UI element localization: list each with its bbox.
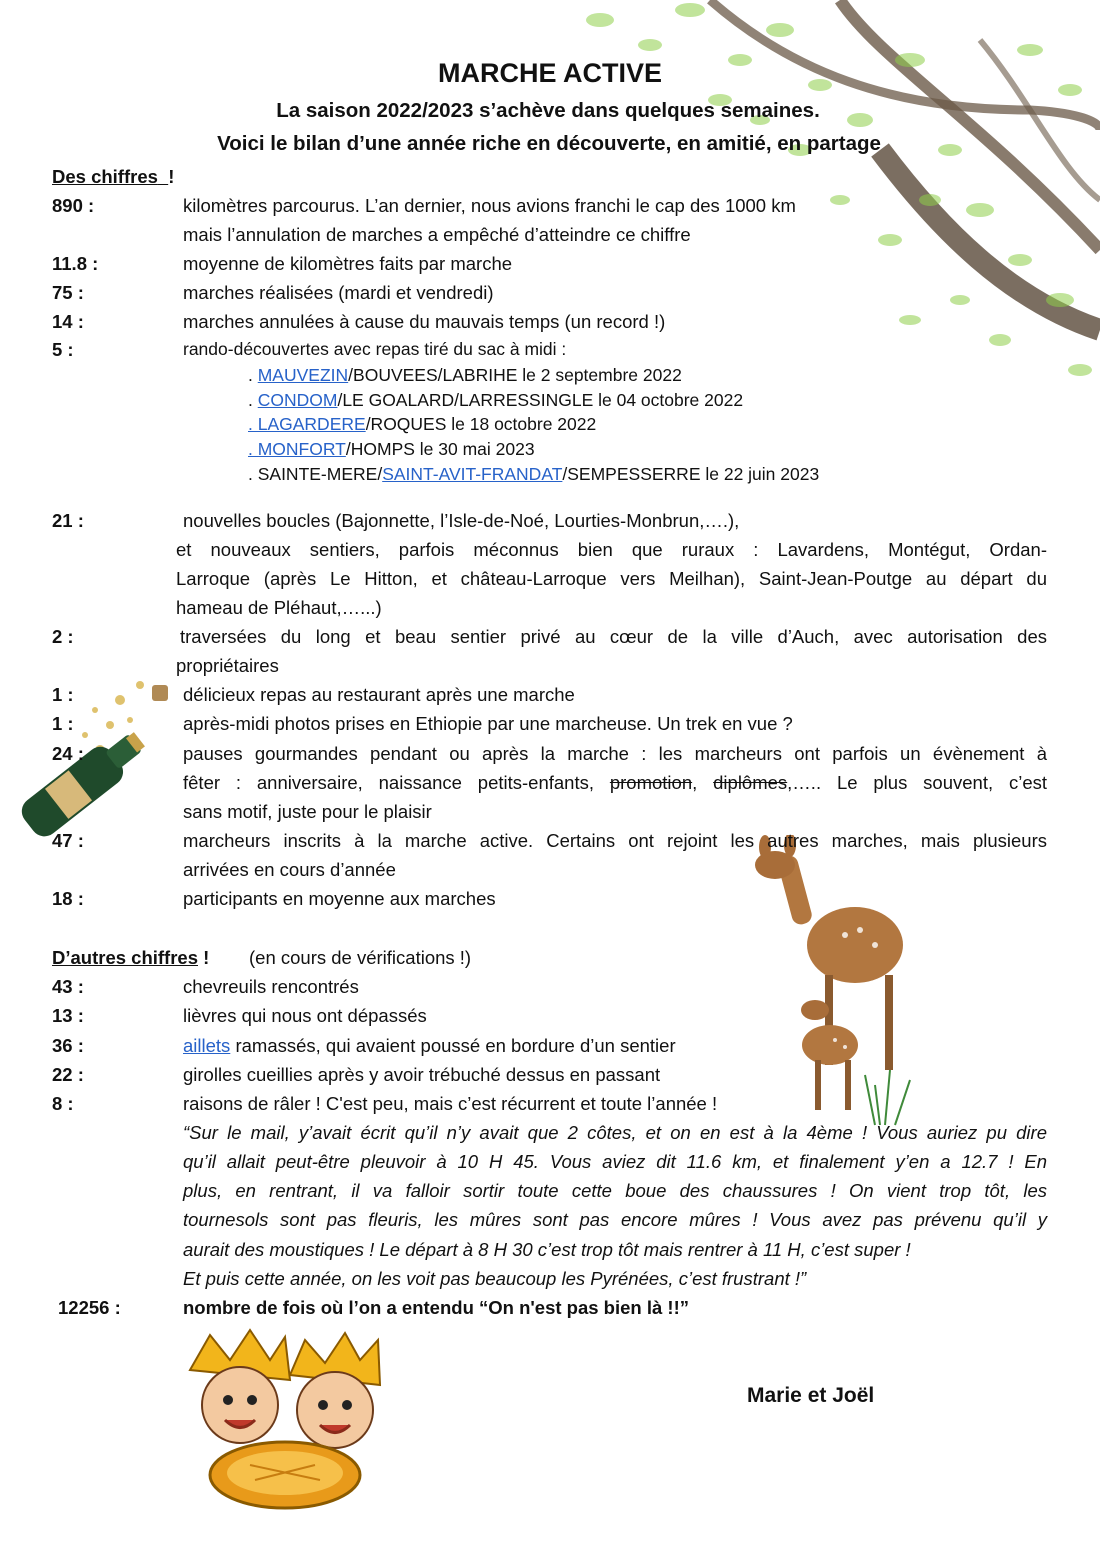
stat-text: rando-découvertes avec repas tiré du sac à midi :: [183, 339, 567, 359]
stat-text-justified: et nouveaux sentiers, parfois méconnus bien que ruraux : Lavardens, Montégut, Ordan-: [176, 539, 1047, 560]
stat-number: 22 :: [52, 1064, 84, 1085]
stat-number: 36 :: [52, 1035, 84, 1056]
quote-line: tournesols sont pas fleuris, les mûres sont pas encore mûres ! Vous avez pas prévenu qu’il y: [183, 1209, 1047, 1230]
stat-number: 21 :: [52, 510, 84, 531]
stat-text-justified: traversées du long et beau sentier privé au cœur de la ville d’Auch, avec autorisation des: [180, 626, 1047, 647]
stat-number: 14 :: [52, 311, 84, 332]
stat-row-1-restaurant: [0, 680, 1100, 709]
section-note: (en cours de vérifications !): [249, 947, 472, 968]
stat-text: nombre de fois où l’on a entendu “On n'est pas bien là !!”: [183, 1297, 689, 1318]
stat-number: 890 :: [52, 195, 95, 216]
stat-number: 18 :: [52, 888, 84, 909]
stat-text: lièvres qui nous ont dépassés: [183, 1005, 427, 1026]
stat-row-43: [0, 972, 1100, 1001]
strikethrough-text: promotion: [609, 772, 693, 793]
stat-row-22: [0, 1060, 1100, 1089]
stat-text: aillets ramassés, qui avaient poussé en bordure d’un sentier: [183, 1035, 676, 1056]
rando-item: . LAGARDERE/ROQUES le 18 octobre 2022: [248, 414, 597, 434]
stat-text: sans motif, juste pour le plaisir: [183, 801, 432, 822]
rando-link[interactable]: . LAGARDERE: [248, 414, 366, 434]
quote-line: Et puis cette année, on les voit pas beaucoup les Pyrénées, c’est frustrant !”: [183, 1268, 807, 1289]
section-heading-figures-mark: !: [168, 166, 175, 187]
section-heading-figures-label: Des chiffres: [52, 166, 158, 187]
stat-row-24-continued: [0, 797, 1100, 826]
stat-row-14: [0, 307, 1100, 336]
stat-row-8: [0, 1089, 1100, 1118]
stat-row-890: [0, 191, 1100, 220]
rando-link[interactable]: MAUVEZIN: [257, 365, 349, 385]
stat-row-75: [0, 278, 1100, 307]
stat-number: 12256 :: [58, 1297, 121, 1318]
stat-row-18: [0, 884, 1100, 913]
rando-item: . MONFORT/HOMPS le 30 mai 2023: [248, 439, 535, 459]
stat-text: délicieux repas au restaurant après une marche: [183, 684, 575, 705]
stat-number: 43 :: [52, 976, 84, 997]
quote-line: aurait des moustiques ! Le départ à 8 H 30 c’est trop tôt mais rentrer à 11 H, c’est super !: [183, 1239, 911, 1260]
stat-text-justified: Larroque (après Le Hitton, et château-Larroque vers Meilhan), Saint-Jean-Poutge au départ du: [176, 568, 1047, 589]
stat-number: 75 :: [52, 282, 84, 303]
stat-text-justified: marcheurs inscrits à la marche active. Certains ont rejoint les autres marches, mais plusieurs: [183, 830, 1047, 851]
quote-line: “Sur le mail, y’avait écrit qu’il n’y avait que 2 côtes, et on en est à la 4ème ! Vous auriez pu dire: [183, 1122, 1047, 1143]
stat-number: 8 :: [52, 1093, 74, 1114]
stat-number: 24 :: [52, 743, 84, 764]
aillets-link[interactable]: aillets: [183, 1035, 231, 1056]
stat-number: 5 :: [52, 339, 74, 360]
stat-number: 13 :: [52, 1005, 84, 1026]
subtitle-season: La saison 2022/2023 s’achève dans quelques semaines.: [276, 99, 820, 122]
stat-text-justified: fêter : anniversaire, naissance petits-enfants, promotion, diplômes,….. Le plus souvent, c’est: [183, 772, 1048, 793]
stat-text: moyenne de kilomètres faits par marche: [183, 253, 513, 274]
stat-number: 2 :: [52, 626, 74, 647]
stat-number: 1 :: [52, 684, 74, 705]
stat-text: girolles cueillies après y avoir trébuché dessus en passant: [183, 1064, 661, 1085]
subtitle-summary: Voici le bilan d’une année riche en découverte, en amitié, en partage: [217, 132, 881, 155]
rando-item: . MAUVEZIN/BOUVEES/LABRIHE le 2 septembre 2022: [248, 365, 682, 385]
stat-text: raisons de râler ! C'est peu, mais c’est récurrent et toute l’année !: [183, 1093, 718, 1114]
stat-text: kilomètres parcourus. L’an dernier, nous avions franchi le cap des 1000 km: [183, 195, 796, 216]
stat-text-justified: pauses gourmandes pendant ou après la marche : les marcheurs ont parfois un évènement à: [183, 743, 1047, 764]
rando-item: . CONDOM/LE GOALARD/LARRESSINGLE le 04 octobre 2022: [248, 390, 744, 410]
section-heading-other-figures: [0, 943, 1100, 972]
section-heading-figures: [52, 166, 174, 188]
stat-row-11-8: [0, 249, 1100, 278]
stat-row-13: [0, 1001, 1100, 1030]
stat-number: 1 :: [52, 713, 74, 734]
stat-row-1-photos: [0, 709, 1100, 738]
stat-number: 47 :: [52, 830, 84, 851]
stat-row-21: [0, 506, 1100, 535]
rando-item: . SAINTE-MERE/SAINT-AVIT-FRANDAT/SEMPESSERRE le 22 juin 2023: [248, 464, 820, 484]
signature: Marie et Joël: [747, 1384, 875, 1407]
page-title: MARCHE ACTIVE: [437, 58, 662, 88]
rando-link[interactable]: CONDOM: [257, 390, 338, 410]
section-heading-other-mark: !: [203, 947, 210, 968]
rando-link[interactable]: SAINT-AVIT-FRANDAT: [382, 464, 563, 484]
stat-text-justified: hameau de Pléhaut,…...): [176, 597, 382, 618]
stat-row-890-continued: [0, 220, 1100, 249]
stat-row-47-continued: [0, 855, 1100, 884]
kids-galette-illustration: [180, 1325, 395, 1520]
strikethrough-text: diplômes: [713, 772, 788, 793]
stat-text: nouvelles boucles (Bajonnette, l’Isle-de-Noé, Lourties-Monbrun,….),: [183, 510, 740, 531]
stat-text: marches annulées à cause du mauvais temps (un record !): [183, 311, 666, 332]
section-heading-other-label: D’autres chiffres: [52, 947, 198, 968]
stat-text: chevreuils rencontrés: [183, 976, 359, 997]
stat-row-12256: [0, 1293, 1100, 1322]
quote-line: plus, en rentrant, il va falloir sortir toute cette boue des chaussures ! On vient trop tôt, les: [183, 1180, 1047, 1201]
stat-text-justified: propriétaires: [176, 655, 279, 676]
stat-text: arrivées en cours d’année: [183, 859, 396, 880]
rando-link[interactable]: . MONFORT: [248, 439, 346, 459]
stat-row-36: [0, 1031, 1100, 1060]
stat-number: 11.8 :: [52, 253, 99, 274]
stat-text: participants en moyenne aux marches: [183, 888, 496, 909]
stat-row-5: [0, 335, 1100, 364]
quote-line-row: [0, 1235, 1100, 1264]
quote-line-row: [0, 1264, 1100, 1293]
quote-line: qu’il allait peut-être pleuvoir à 10 H 45. Vous aviez dit 11.6 km, et finalement y’en a 12.7 ! En: [183, 1151, 1047, 1172]
stat-text: marches réalisées (mardi et vendredi): [183, 282, 494, 303]
stat-text: mais l’annulation de marches a empêché d’atteindre ce chiffre: [183, 224, 691, 245]
stat-text: après-midi photos prises en Ethiopie par une marcheuse. Un trek en vue ?: [183, 713, 793, 734]
